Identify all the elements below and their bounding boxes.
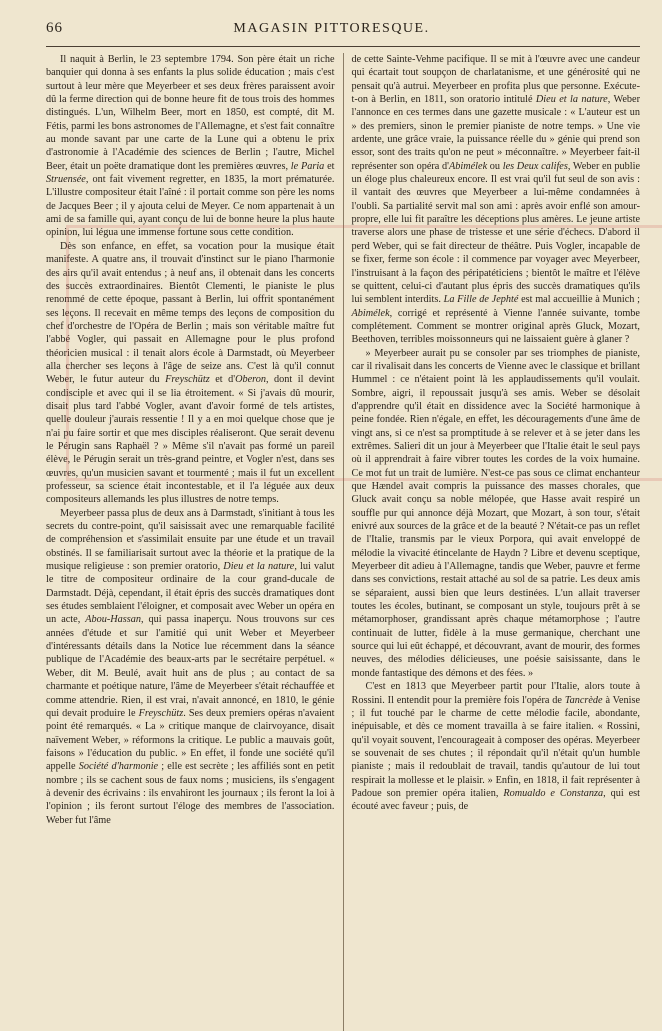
text-run: , dont il devint condisciple et avec qui il se lia étroitement. « Si j'avais dû mourir, disait plus tard l'abbé Vogler, avant d'avoir formé de tels artistes, quelle douleur j'aurais ressentie ! Il y a en moi quelque chose que je n'ai pu faire sortir et que mes disciples réaliseront. Que serait devenu le Pérugin sans Raphaël ? » Même s'il n'avait pas formé un pareil élève, le Pérugin serait un très-grand peintre, et Vogler n'est, dans ses œuvres, qu'un musicien savant et tourmenté ; mais il fut un excellent professeur, sa science était incontestable, et il l'a léguée aux deux compositeurs allemands les plus illustres de notre temps.: [46, 374, 335, 506]
text-run: , lui valut le titre de compositeur ordinaire de la cour grand-ducale de Darmstadt. Déjà, cependant, il était épris des succès dramatiques dont ses études semblaient l'éloigner, et composait avec Weber un opéra en un acte,: [46, 561, 335, 626]
italic-title: les Deux califes: [502, 160, 568, 172]
text-run: , Weber l'annonce en ces termes dans une gazette musicale : « L'auteur est un » des premiers, sinon le premier pianiste de notre temps. » Une vie ardente, une grâce vraie, la puissance réelle du » génie qui prend son essor, sont des traits qu'on ne peut » méconnaître. » Meyerbeer fait-il représenter son opéra d': [351, 94, 640, 172]
text-run: ou: [487, 160, 503, 172]
italic-title: Struensée: [46, 174, 86, 186]
text-run: Dès son enfance, en effet, sa vocation pour la musique était manifeste. A quatre ans, il trouvait d'instinct sur le piano l'harmonie des airs qu'il avait entendus ; à neuf ans, il obtenait dans les concerts des succès extraordinaires. Bientôt Clementi, le pianiste le plus renommé de cette époque, passant à Berlin, lui offrit spontanément ses leçons. Il recevait en même temps des leçons de composition du chef d'orchestre de l'Opéra de Berlin ; mais son véritable maître fut l'abbé Vogler, qui passait en Allemagne pour le plus profond théoricien musical : il tenait alors école à Darmstadt, où Meyerbeer alla chercher ses leçons à l'âge de seize ans. C'est là qu'il connut Weber, le futur auteur du: [46, 240, 335, 386]
italic-title: Dieu et la nature: [223, 561, 295, 573]
text-run: , qui est écouté avec faveur ; puis, de: [351, 787, 640, 813]
italic-title: Dieu et la nature: [535, 94, 608, 106]
text-columns: [46, 53, 640, 1031]
paragraph: [352, 347, 641, 681]
running-title: MAGASIN PITTORESQUE.: [233, 21, 430, 36]
page-number: 66: [46, 20, 63, 36]
italic-title: La Fille de Jephté: [443, 294, 519, 306]
italic-title: Romualdo e Constanza: [503, 787, 604, 799]
text-run: ; elle est secrète ; les affiliés sont en petit nombre ; ils se cachent sous de faux noms ; musiciens, ils s'engagent à devenir des écrivains : ils envahiront les journaux ; ils feront la loi à l'opinion ; ils feront surtout l'éloge des membres de l'association. Weber fut l'âme: [46, 761, 335, 826]
text-run: et d': [209, 374, 236, 386]
italic-title: Tancrède: [564, 694, 603, 706]
text-run: , Weber en publie un éloge plus chaleureux encore. Il est vrai qu'il fut seul de son avis : il vantait des œuvres que Meyerbeer a lui-même condamnées à l'oubli. Sa partialité servit mal son ami : après avoir enflé son amour-propre, elle lui fit paraître les déceptions plus amères. Le jeune artiste traverse alors une phase de tristesse et une série d'échecs. D'abord il perd Weber, qui se fait directeur de théâtre. Puis Vogler, incapable de se fixer, ferme son école : il commence par voyager avec Meyerbeer, l'instruisant à la façon des péripatéticiens ; bientôt le maître et l'élève se quittent, celui-ci d'autant plus épris des succès dramatiques qu'ils lui semblent interdits.: [351, 160, 640, 306]
paragraph: [352, 680, 641, 813]
paragraph: [46, 240, 335, 507]
text-run: Meyerbeer passa plus de deux ans à Darmstadt, s'initiant à tous les secrets du contre-point, qu'il saisissait avec une remarquable facilité de compréhension et s'assimilait ensuite par une étude et un travail obstinés. Il se familiarisait surtout avec la théorie et la pratique de la musique religieuse : son premier oratorio,: [46, 507, 335, 573]
italic-title: Freyschütz: [165, 374, 210, 386]
italic-title: Abimélek: [351, 307, 390, 319]
text-run: , ont fait vivement regretter, en 1835, la mort prématurée. L'illustre compositeur était l'aîné : il portait comme son père les noms de Jacques Beer ; il y ajouta celui de Meyer. Ce nom appartenait à un ami de sa famille qui, ayant conçu de lui de bonne heure la plus haute opinion, lui légua une immense fortune sous cette condition.: [46, 174, 335, 239]
italic-title: Oberon: [235, 374, 266, 386]
page-header: [46, 20, 640, 47]
text-run: est mal accueillie à Munich ;: [518, 294, 640, 306]
italic-title: Abou-Hassan: [85, 614, 142, 626]
text-run: de cette Sainte-Vehme pacifique. Il se mit à l'œuvre avec une candeur qui écartait tout soupçon de charlatanisme, et une générosité qui ne pensait qu'à autrui. Meyerbeer en profita plus que personne. Exécute-t-on à Berlin, en 1811, son oratorio intitulé: [351, 54, 640, 106]
italic-title: Abimélek: [449, 160, 488, 172]
paragraph: [352, 53, 641, 347]
text-run: » Meyerbeer aurait pu se consoler par ses triomphes de pianiste, car il rivalisait dans les concerts de Vienne avec le classique et brillant Hummel : ce n'étaient point là les applaudissements qu'il voulait. Sombre, aigri, il repoussait jusqu'à ses amis. Weber se désolait d'apprendre qu'il était en dissidence avec la Société harmonique à peine fondée. Rien n'égale, en effet, les découragements d'une âme de vingt ans, si ce n'est sa promptitude à se relever et à se jeter dans les extrêmes. Salieri dit un jour à Meyerbeer que l'Italie était le seul pays où il apprendrait à faire vibrer toutes les cordes de la voix humaine. Ce mot fut un trait de lumière. N'est-ce pas sous ce climat enchanteur que Hændel avait compris la puissance des masses chorales, que Gluck avait conçu sa noble mélopée, que Hasse avait respiré un souffle pur qui annonce déjà Mozart, que Mozart, à son tour, s'était enivré aux sources de la grâce et de la beauté ? N'était-ce pas un reflet de l'Italie, transmis par le vieux Porpora, qui avait enveloppé de mélodie la vivacité étincelante de Haydn ? Libre et devenu sceptique, Meyerbeer dit adieu à l'Allemagne, tandis que Weber, pauvre et ferme dans ses convictions, restait attaché au sol de sa patrie. Les deux amis se séparaient, aussi bien que leurs destinées. L'un allait traverser toutes les écoles, butinant, se composant un style, toujours prêt à se métamorphoser, grandissant après chaque métamorphose ; l'autre continuait de lutter, fidèle à la muse germanique, cherchant une source qui lui eût échappé, et découvrant, avant de mourir, des formes neuves, des mélodies délicieuses, une poésie saisissante, dans le monde fantastique des démons et des fées. »: [351, 347, 640, 679]
italic-title: Freyschütz: [138, 707, 184, 719]
text-run: C'est en 1813 que Meyerbeer partit pour l'Italie, alors toute à Rossini. Il entendit pour la première fois l'opéra de: [351, 681, 640, 706]
text-run: . Ses deux premiers opéras n'avaient point été remarqués. « La » critique manque de clairvoyance, disait naïvement Weber, » réformons la critique. Le public a mauvais goût, faisons » l'éducation du public. » En effet, il fonde une société qu'il appelle: [46, 707, 335, 773]
text-run: , qui passa inaperçu. Nous trouvons sur ces années d'étude et sur l'amitié qui unit Weber et Meyerbeer d'intéressants détails dans la Notice lue récemment dans la séance publique de l'Académie des beaux-arts par le secrétaire perpétuel. « Weber, dit M. Beulé, avait huit ans de plus ; au contact de sa charmante et poétique nature, l'âme de Meyerbeer s'était réchauffée et comme attendrie. Rien, il est vrai, n'avait annoncé, en 1810, le génie qui devait produire le: [46, 614, 335, 719]
italic-title: Société d'harmonie: [78, 761, 159, 773]
right-column: [343, 53, 641, 1031]
paragraph: [46, 507, 335, 827]
left-column: [46, 53, 343, 1031]
text-run: , corrigé et représenté à Vienne l'année suivante, tombe complétement. Comment se montrer original après Gluck, Mozart, Beethoven, terribles moissonneurs qui ne laissaient guère à glaner ?: [351, 307, 640, 346]
italic-title: le Paria: [290, 160, 325, 172]
paragraph: [46, 53, 335, 240]
text-run: à Venise ; il fut touché par le charme de cette mélodie facile, abondante, inépuisable, et dès ce moment travailla à se faire italien. « Rossini, qu'il voyait souvent, l'encourageait à composer des opéras. Meyerbeer se souvenait de ses chutes ; il répondait qu'il n'était qu'un humble pianiste ; mais il redoublait de travail, tandis qu'autour de lui tout respirait la mollesse et le plaisir. » Enfin, en 1818, il fait représenter à Padoue son premier opéra italien,: [351, 694, 640, 799]
text-run: Il naquit à Berlin, le 23 septembre 1794. Son père était un riche banquier qui donna à ses enfants la plus solide éducation ; mais c'est surtout à leur mère que Meyerbeer et ses deux frères paraissent avoir dû la ferme direction qui de bonne heure fit de tous trois des hommes distingués. L'un, Wilhelm Beer, mort en 1850, est compté, dit M. Fétis, parmi les bons astronomes de l'Allemagne, et s'est fait connaître au monde savant par une carte de la Lune qui a obtenu le prix d'astronomie à l'Académie des sciences de Berlin ; l'autre, Michel Beer, était un poëte dramatique dont les premières œuvres,: [46, 54, 335, 172]
text-run: et: [324, 160, 335, 172]
